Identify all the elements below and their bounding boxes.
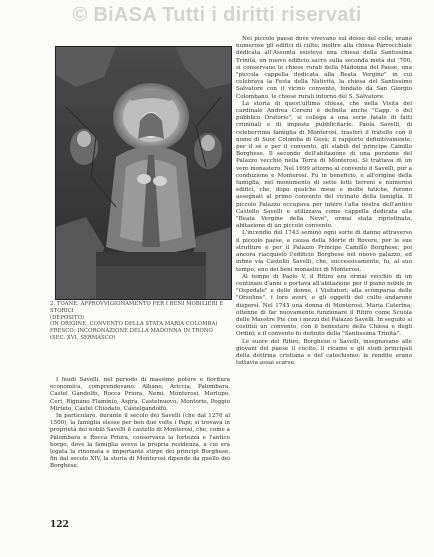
- page-number: 122: [50, 520, 69, 530]
- paragraph: La storia di quest'ultima chiesa, che nella Visita del cardinale Andrea Corsini è definita anche "Capp. o del pubblico Oratorio", si collega a una serie fatale di fatti criminali e di imposte pubblicitarie. Paola Savelli, di celeberrima famiglia di Monterosi, trasferì il fratello con il nome di Suor Colomba di Gesù; il rapporto definitivamente, per il sé e per il convento, gli stabili del principe Camillo Borghese. Il secondo dell'abitazione di una porzione del Palazzo vecchio nella Terra di Monterosi. Si trattava di un vero monastero. Nel 1699 attorno al convento il Savelli, pur a conduzione e Monterosi. Fu in beneficio, e all'origine della famiglia, nel monumento di sette lotti terreni e numerosi edifici, che, dopo qualche mese e molte fatiche, furono assegnati al primo convento del vicinato della famiglia. Il piccolo Palazzo occupava per intero l'alta nostra dell'antico Castello Savelli e utilizzava come cappella dedicata alla "Beata Vergine della Neve", ormai stata ripristinata, abitazione di un piccolo convento.: [236, 100, 412, 230]
- caption-line: 2. TOANE, APPROVVIGIONAMENTO PER I BENI MOBILIERI E STORICI: [50, 301, 224, 314]
- caption-line: (DEPOSITO): [50, 314, 85, 321]
- paragraph: L'incendio del 1743 seminò ogni sorte di danno attraverso il piccolo paese, a causa della Morte di Rovere, per le sue strutture e per il Palazzo Principe Camillo Borghese; poi ancora riacquistò l'edificio Borghese nel nuovo palazzo, ed infine via Castello Savelli, che, successivamente, fu, al suo tempo, uno dei beni monastici di Monterosi.: [236, 230, 412, 273]
- paragraph: Al tempo di Paolo V, il Ritiro era ormai vecchio di un centinaio d'anni e portava all'abitazione per il piano nobile in "Ospedale" e delle donne, i Visitatori; alla scomparsa delle "Orsoline", i loro averi, e gli oggetti del culto andarono dispersi. Nel 1745 una donna di Monterosi, Maria Caterina, ottenne di far nuovamente funzionare il Ritiro come Scuola delle Maestre Pie con i mezzi del Palazzo Savelli. In seguito si costituì un convento, con il benestare della Chiesa e degli Ordini; e il convento fu definito della "Santissima Trinità".: [236, 273, 412, 338]
- right-text-column: [236, 36, 412, 367]
- watermark: © BiASA Tutti i diritti riservati: [72, 4, 362, 26]
- paragraph: Le suore del Ritiro, Borghese o Savelli, insegnavano alle giovani del paese il cucito, il ricamo e gli studi principali della dottrina cristiana e del catechismo; le rendite erano tuttavia assai scarse.: [236, 338, 412, 367]
- caption-line: (SEC. XVI, SERMASCO): [50, 334, 116, 341]
- paragraph: I feudi Savelli, nel periodo di massimo potere e fioritura economica, comprendevano: Albano, Ariccia, Palombara, Castel Gandolfo, Rocca Priora, Nemi, Monterosi, Morlupo, Ceri, Rignano Flaminio, Aspra, Castelnuovo, Montorio, Poggio Mirteto, Castel Chiodato, Castelgandolfo.: [50, 377, 230, 412]
- fresco-image: [56, 47, 231, 299]
- figure-caption: [50, 301, 235, 342]
- caption-line: FRESCO: INCORONAZIONE DELLA MADONNA IN TRONO: [50, 328, 213, 335]
- fresco-photograph: [55, 46, 232, 300]
- left-text-column: [50, 377, 230, 471]
- paragraph: In particolare, durante il secolo dei Savelli (che dal 1276 al 1500), la famiglia elesse per ben due volte i Papi; si trovava in proprietà dei nobili Savelli il castello di Monterosi, che, come a Palombara e Rocca Priora, conservava la fortezza e l'antico borgo, dove la famiglia aveva la propria residenza, a cui era legata la rinomata e importante stirpe dei principi Borghese, fin dal secolo XIV, la storia di Monterosi dipende da quello dei Borghese.: [50, 413, 230, 470]
- paragraph: Nel piccolo paese dove vivevano sul dosso del colle, erano numerose gli edifici di culto; inoltre alla chiesa Parrocchiale dedicata all'Assunta esisteva una chiesa della Santissima Trinità, un nuovo edificio sacro sulla seconda metà del '700, si conservano le chiese rurali della Madonna del Paese, una "piccola cappella dedicata alla Beata Vergine" in cui celebrava la Festa della Natività, la chiesa del Santissimo Salvatore con il vicino convento, fondato da San Giorgio Colombano, le chiese rurali intorno del S. Salvatore.: [236, 36, 412, 100]
- caption-line: (IN ORIGINE, CONVENTO DELLA STATA MARIA COLOMBA): [50, 321, 218, 328]
